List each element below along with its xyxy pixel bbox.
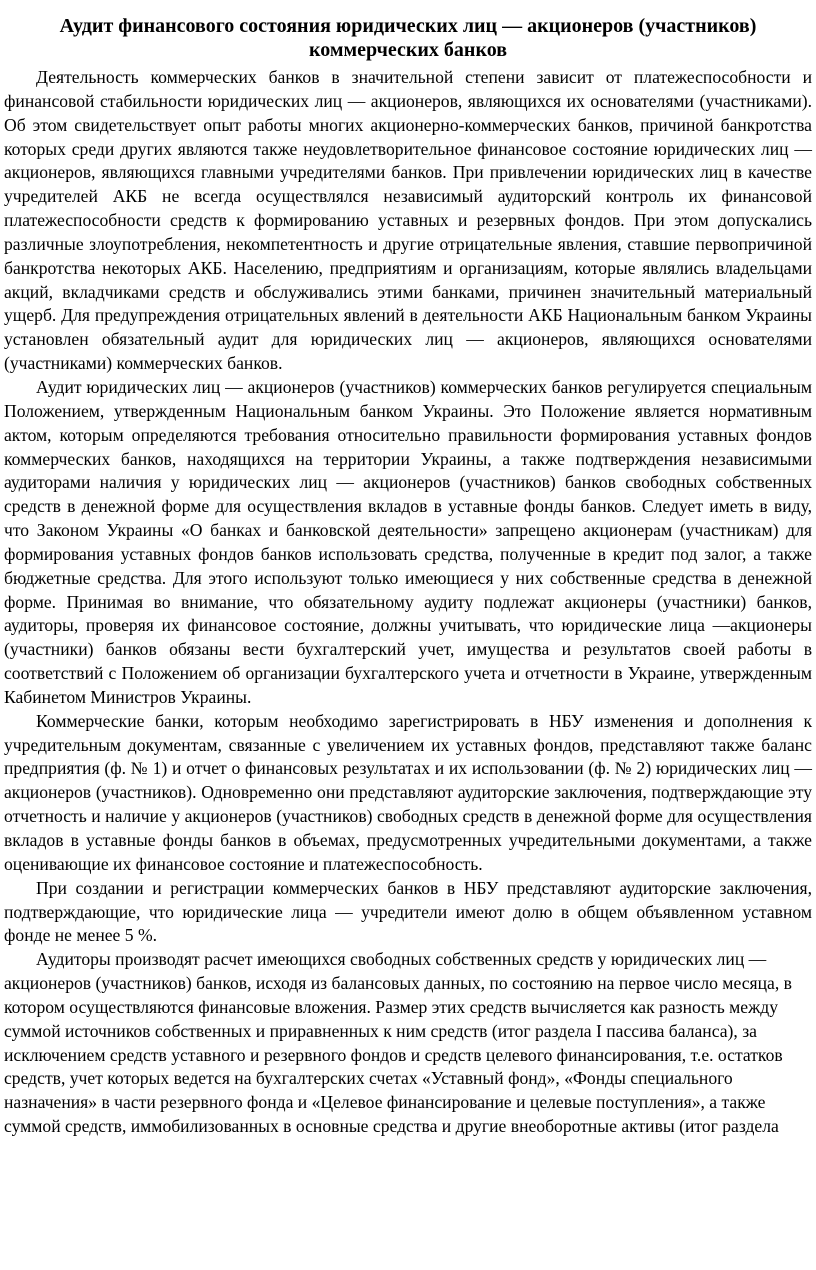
paragraph-2: Аудит юридических лиц — акционеров (участников) коммерческих банков регулируется специальным Положением, утвержденным Национальным банком Украины. Это Положение является нормативным актом, которым определяются требования относительно правильности формирования уставных фондов коммерческих банков, находящихся на территории Украины, а также подтверждения независимыми аудиторами наличия у юридических лиц — акционеров (участников) банков свободных собственных средств в денежной форме для осуществления вкладов в уставные фонды банков. Следует иметь в виду, что Законом Украины «О банках и банковской деятельности» запрещено акционерам (участникам) для формирования уставных фондов банков использовать средства, полученные в кредит под залог, а также бюджетные средства. Для этого используют только имеющиеся у них собственные средства в денежной форме. Принимая во внимание, что обязательному аудиту подлежат акционеры (участники) банков, аудиторы, проверяя их финансовое состояние, должны учитывать, что юридические лица —акционеры (участники) банков обязаны вести бухгалтерский учет, имущества и результатов своей работы в соответствий с Положением об организации бухгалтерского учета и отчетности в Украине, утвержденным Кабинетом Министров Украины. (4, 376, 812, 707)
paragraph-5: Аудиторы производят расчет имеющихся свободных собственных средств у юридических лиц — акционеров (участников) банков, исходя из балансовых данных, по состоянию на первое число месяца, в котором осуществляются финансовые вложения. Размер этих средств вычисляется как разность между суммой источников собственных и приравненных к ним средств (итог раздела I пассива баланса), за исключением средств уставного и резервного фондов и средств целевого финансирования, т.е. остатков средств, учет которых ведется на бухгалтерских счетах «Уставный фонд», «Фонды специального назначения» в части резервного фонда и «Целевое финансирование и целевые поступления», а также суммой средств, иммобилизованных в основные средства и другие внеоборотные активы (итог раздела (4, 949, 792, 1137)
document-title: Аудит финансового состояния юридических лиц — акционеров (участников) коммерческих банков (59, 15, 757, 61)
paragraph-1: Деятельность коммерческих банков в значительной степени зависит от платежеспособности и финансовой стабильности юридических лиц — акционеров, являющихся их основателями (участниками). Об этом свидетельствует опыт работы многих акционерно-коммерческих банков, причиной банкротства которых среди других являются также неудовлетворительное финансовое состояние юридических лиц — акционеров, являющихся главными учредителями банков. При привлечении юридических лиц в качестве учредителей АКБ не всегда осуществлялся независимый аудиторский контроль их финансовой платежеспособности средств к формированию уставных и резервных фондов. При этом допускались различные злоупотребления, некомпетентность и другие отрицательные явления, ставшие первопричиной банкротства некоторых АКБ. Населению, предприятиям и организациям, которые являлись владельцами акций, вкладчиками средств и обслуживались этими банками, причинен значительный материальный ущерб. Для предупреждения отрицательных явлений в деятельности АКБ Национальным банком Украины установлен обязательный аудит для юридических лиц — акционеров, являющихся основателями (участниками) коммерческих банков. (4, 67, 812, 374)
paragraph-4: При создании и регистрации коммерческих банков в НБУ представляют аудиторские заключения, подтверждающие, что юридические лица — учредители имеют долю в общем объявленном уставном фонде не менее 5 %. (4, 877, 812, 946)
paragraph-3: Коммерческие банки, которым необходимо зарегистрировать в НБУ изменения и дополнения к учредительным документам, связанные с увеличением их уставных фондов, представляют также баланс предприятия (ф. № 1) и отчет о финансовых результатах и их использовании (ф. № 2) юридических лиц — акционеров (участников). Одновременно они представляют аудиторские заключения, подтверждающие эту отчетность и наличие у акционеров (участников) свободных средств в денежной форме для осуществления вкладов в уставные фонды банков в объемах, предусмотренных учредительными документами, а также оценивающие их финансовое состояние и платежеспособность. (4, 710, 812, 874)
